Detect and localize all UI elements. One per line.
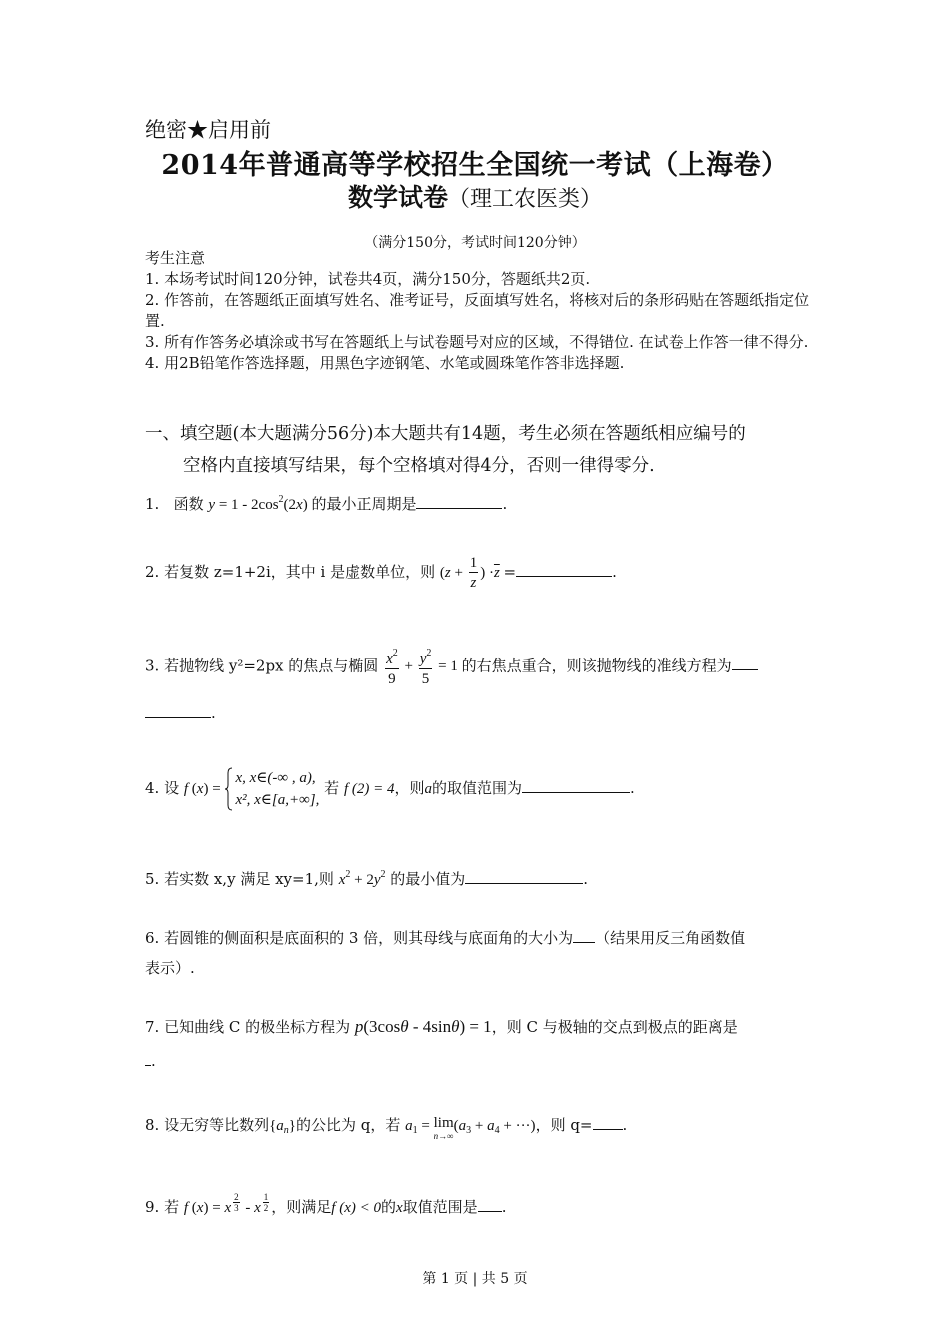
q7-period: . xyxy=(151,1052,156,1070)
candidate-notice xyxy=(145,248,815,374)
q4-text-pre: 4. 设 xyxy=(145,779,180,797)
answer-blank[interactable] xyxy=(478,1196,502,1212)
q8-text-pre: 8. 设无穷等比数列 xyxy=(145,1116,270,1134)
question-8 xyxy=(145,1114,627,1142)
q9-period: . xyxy=(501,1198,507,1216)
q9-text-mid: ，则满足 xyxy=(271,1198,332,1216)
question-7-continued xyxy=(145,1050,156,1072)
notice-heading: 考生注意 xyxy=(145,249,206,267)
answer-blank[interactable] xyxy=(516,561,612,577)
answer-blank[interactable] xyxy=(732,654,758,670)
q1-number: 1. xyxy=(145,495,160,513)
q3-text-post: 的右焦点重合，则该抛物线的准线方程为 xyxy=(461,656,732,675)
subtitle-category: （理工农医类） xyxy=(448,187,603,212)
notice-item: 1. 本场考试时间120分钟，试卷共4页，满分150分，答题纸共2页. xyxy=(145,270,591,288)
q4-piecewise xyxy=(225,767,319,811)
question-5 xyxy=(145,864,588,891)
q4-text-post2: 的取值范围为 xyxy=(432,779,523,797)
q2-formula: (z + $\frac{1}{z}$ ) $\cdot\overline{z}$ xyxy=(439,555,500,591)
exam-subtitle xyxy=(0,178,950,214)
q4-case-2: x², x∈[a,+∞], xyxy=(235,792,320,808)
answer-blank[interactable] xyxy=(593,1114,623,1130)
question-3-continued xyxy=(145,702,216,724)
q3-text-pre: 3. 若抛物线 y²=2px 的焦点与椭圆 xyxy=(145,656,379,675)
notice-item: 4. 用2B铅笔作答选择题，用黑色字迹钢笔、水笔或圆珠笔作答非选择题. xyxy=(145,354,625,372)
q9-text-post: 的 xyxy=(380,1198,396,1216)
q8-sequence: $\{a_n\}$ xyxy=(269,1118,296,1136)
section-1-heading xyxy=(145,418,810,482)
q8-text-post: ，则 q= xyxy=(535,1116,593,1134)
question-2 xyxy=(145,554,617,593)
notice-item: 2. 作答前，在答题纸正面填写姓名、准考证号，反面填写姓名，将核对后的条形码贴在答题纸指定位置. xyxy=(145,291,810,330)
notice-item: 3. 所有作答务必填涂或书写在答题纸上与试卷题号对应的区域，不得错位. 在试卷上作答一律不得分. xyxy=(145,333,809,351)
section-1-line2: 空格内直接填写结果，每个空格填对得4分，否则一律得零分. xyxy=(183,456,655,476)
q2-fraction: $\frac{1}{z}$ xyxy=(469,555,478,591)
q5-text-pre: 5. 若实数 x,y 满足 xy=1,则 xyxy=(145,870,334,888)
q4-period: . xyxy=(630,779,635,797)
q7-text-pre: 7. 已知曲线 C 的极坐标方程为 xyxy=(145,1018,351,1036)
q8-text-mid: 的公比为 q，若 xyxy=(296,1116,401,1134)
answer-blank[interactable] xyxy=(573,927,595,943)
question-6-continued: 表示）. xyxy=(145,959,195,977)
q1-text-pre: 函数 xyxy=(173,495,204,513)
left-brace-icon xyxy=(225,767,233,811)
q8-formula: $a_1 = \lim$ n→∞ ($a_3 + a_4$ + ···) xyxy=(405,1115,536,1141)
q4-text-mid: 若 xyxy=(324,779,340,797)
q9-formula: f (x) = x $^{\frac{2}{3}}$ - x $^{\frac{1}{2}}$ xyxy=(183,1192,269,1216)
answer-blank[interactable] xyxy=(522,777,630,793)
subtitle-main: 数学试卷 xyxy=(347,183,448,212)
q4-case-1: x, x∈(-∞ , a), xyxy=(235,770,316,786)
q9-condition: f (x) < 0 xyxy=(331,1200,381,1216)
q2-period: . xyxy=(612,562,617,581)
q1-text-post: 的最小正周期是 xyxy=(311,495,417,513)
q4-function: f (x) = xyxy=(183,781,221,797)
q4-text-post: ，则 xyxy=(394,779,425,797)
q2-text-pre: 2. 若复数 z=1+2i，其中 i 是虚数单位，则 xyxy=(145,562,436,581)
answer-blank[interactable] xyxy=(416,493,502,509)
q7-text-post: ，则 C 与极轴的交点到极点的距离是 xyxy=(491,1018,738,1036)
question-1 xyxy=(145,489,507,516)
q8-period: . xyxy=(622,1116,628,1134)
section-1-line1: 一、填空题(本大题满分56分)本大题共有14题，考生必须在答题纸相应编号的 xyxy=(145,424,746,444)
q4-condition: f (2) = 4 xyxy=(343,781,395,797)
question-3 xyxy=(145,645,758,689)
question-9 xyxy=(145,1192,506,1219)
answer-blank[interactable] xyxy=(465,868,583,884)
confidential-label: 绝密★启用前 xyxy=(145,118,271,142)
q3-ellipse-formula: $\frac{x^2}{9}$ + $\frac{y^2}{5}$ = 1 xyxy=(386,648,462,687)
q7-formula: p(3cosθ - 4sinθ) = 1 xyxy=(354,1017,492,1036)
q5-formula: $x^2 + 2y^2$ xyxy=(338,869,386,888)
q4-variable: a xyxy=(424,781,432,797)
exam-title: 2014年普通高等学校招生全国统一考试（上海卷） xyxy=(161,150,789,181)
q1-period: . xyxy=(502,495,508,513)
page-footer: 第 1 页 | 共 5 页 xyxy=(422,1271,528,1287)
q9-text-pre: 9. 若 xyxy=(145,1198,180,1216)
question-7 xyxy=(145,1016,738,1038)
answer-blank[interactable] xyxy=(145,702,211,718)
score-time-line: （满分150分，考试时间120分钟） xyxy=(364,235,586,251)
q9-text-post2: 取值范围是 xyxy=(402,1198,478,1216)
question-6 xyxy=(145,927,745,949)
q9-variable: x xyxy=(396,1200,403,1216)
q5-period: . xyxy=(583,870,589,888)
q6-text: 6. 若圆锥的侧面积是底面积的 3 倍，则其母线与底面角的大小为 xyxy=(145,929,574,947)
question-4 xyxy=(145,767,635,811)
q1-formula: $y = 1 - 2\cos^2(2x)$ xyxy=(208,494,312,513)
q6-text-note: （结果用反三角函数值 xyxy=(595,929,746,947)
q5-text-post: 的最小值为 xyxy=(390,870,466,888)
q2-equals: = xyxy=(503,562,517,581)
q3-period: . xyxy=(211,704,216,722)
